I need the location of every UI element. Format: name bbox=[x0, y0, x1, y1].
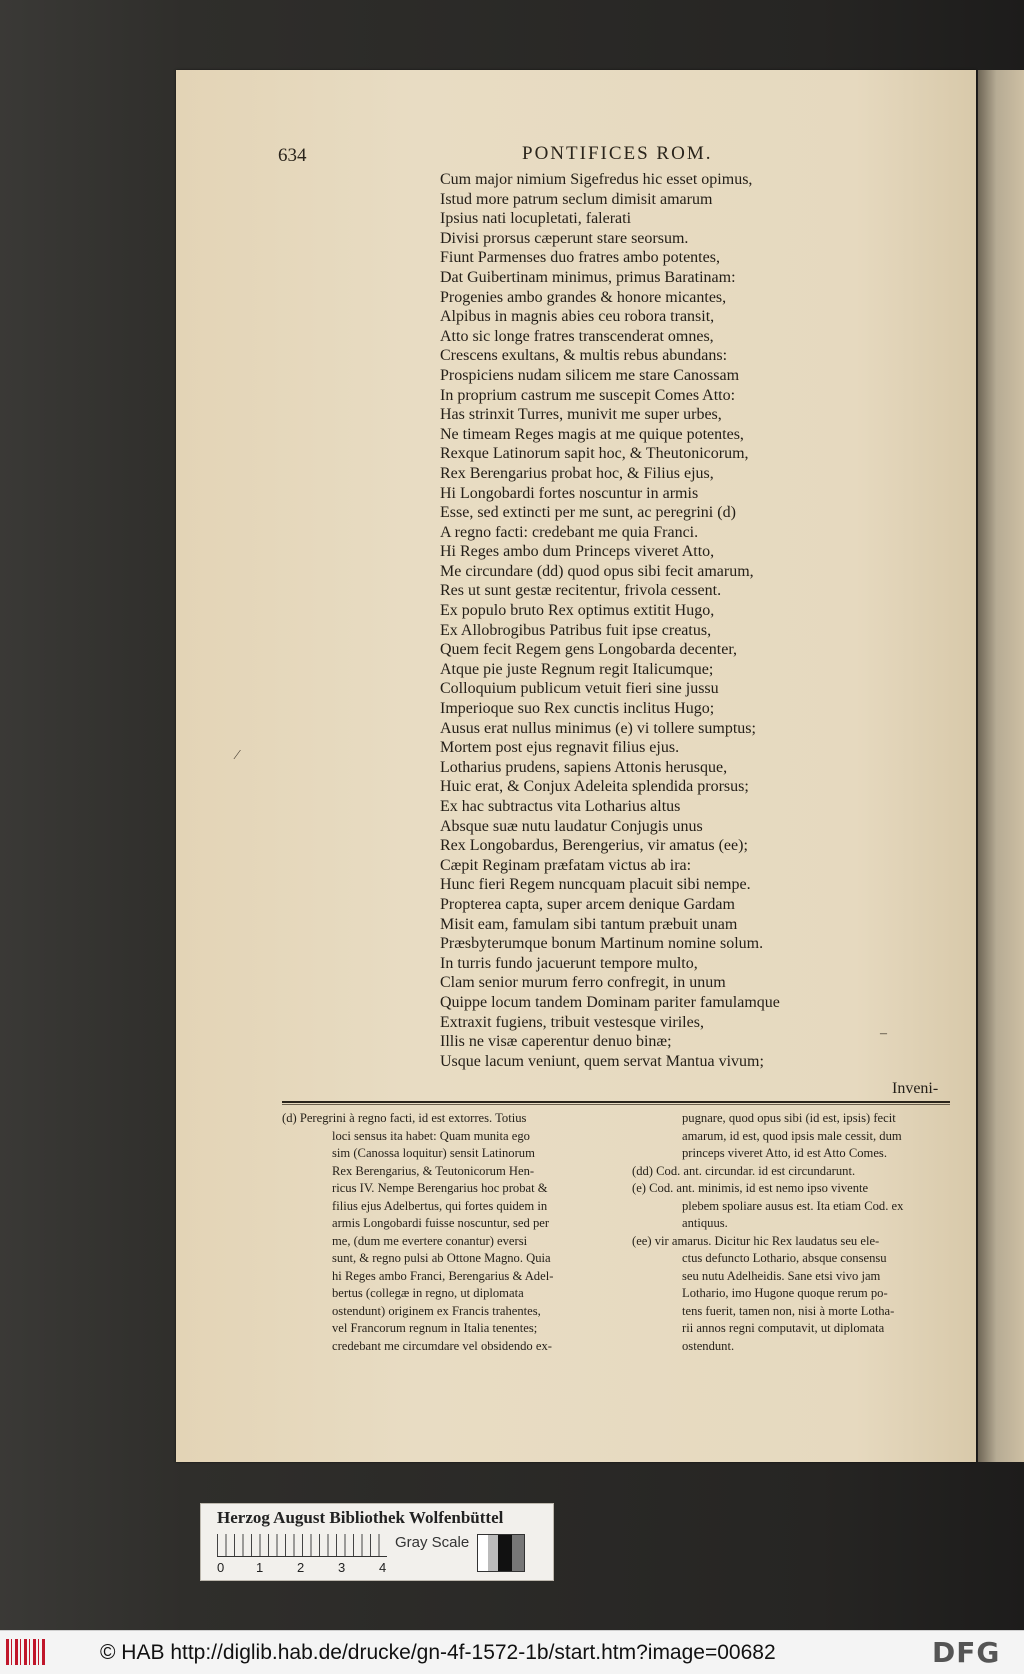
poem-line: Progenies ambo grandes & honore micantes, bbox=[440, 288, 727, 306]
poem-line: Quem fecit Regem gens Longobarda decenter, bbox=[440, 641, 738, 659]
viewer-footer bbox=[0, 1630, 1024, 1674]
footnote-line: seu nutu Adelheidis. Sane etsi vivo jam bbox=[682, 1268, 881, 1283]
poem-line: In proprium castrum me suscepit Comes Atto: bbox=[440, 386, 736, 404]
poem-line: Illis ne visæ caperentur denuo binæ; bbox=[440, 1033, 672, 1051]
poem-line: Hi Reges ambo dum Princeps viveret Atto, bbox=[440, 543, 715, 561]
poem-line: Esse, sed extincti per me sunt, ac peregrini (d) bbox=[440, 504, 736, 522]
catchword: Inveni- bbox=[892, 1080, 939, 1097]
poem-line: Me circundare (dd) quod opus sibi fecit amarum, bbox=[440, 562, 754, 580]
footnote-line: vel Francorum regnum in Italia tenentes; bbox=[332, 1321, 538, 1335]
library-name: Herzog August Bibliothek Wolfenbüttel bbox=[217, 1508, 504, 1527]
footnote-line: me, (dum me evertere conantur) eversi bbox=[332, 1233, 528, 1248]
footnote-line: amarum, id est, quod ipsis male cessit, dum bbox=[682, 1128, 902, 1143]
poem-line: Ausus erat nullus minimus (e) vi tollere sumptus; bbox=[440, 719, 756, 737]
poem-line: Rexque Latinorum sapit hoc, & Theutonicorum, bbox=[440, 445, 749, 463]
poem-line: Huic erat, & Conjux Adeleita splendida prorsus; bbox=[440, 778, 749, 796]
poem-line: Colloquium publicum vetuit fieri sine jussu bbox=[440, 680, 719, 698]
footnote-line: ostendunt. bbox=[682, 1338, 735, 1353]
pencil-mark: ⁄ bbox=[236, 748, 239, 763]
footnote-rule bbox=[282, 1101, 950, 1103]
footnote-line: ricus IV. Nempe Berengarius hoc probat & bbox=[332, 1181, 548, 1195]
footnote-line: ctus defuncto Lothario, absque consensu bbox=[682, 1251, 887, 1265]
source-url[interactable]: © HAB http://diglib.hab.de/drucke/gn-4f-1572-1b/start.htm?image=00682 bbox=[100, 1641, 776, 1664]
poem-line: Prospiciens nudam silicem me stare Canossam bbox=[440, 366, 740, 384]
poem-line: Hi Longobardi fortes noscuntur in armis bbox=[440, 484, 699, 502]
footnote-line: plebem spoliare ausus est. Ita etiam Cod. ex bbox=[682, 1198, 904, 1213]
footnote-line: (dd) Cod. ant. circundar. id est circundarunt. bbox=[632, 1163, 856, 1178]
library-color-card bbox=[200, 1503, 554, 1581]
footnotes-left bbox=[282, 1110, 602, 1355]
poem-line: In turris fundo jacuerunt tempore multo, bbox=[440, 954, 698, 972]
footnote-line: armis Longobardi fuisse noscuntur, sed per bbox=[332, 1216, 550, 1230]
footnote-line: hi Reges ambo Franci, Berengarius & Adel- bbox=[332, 1268, 554, 1283]
page-number: 634 bbox=[278, 145, 307, 166]
poem-line: Ne timeam Reges magis at me quique potentes, bbox=[440, 425, 744, 443]
footnote-line: pugnare, quod opus sibi (id est, ipsis) fecit bbox=[682, 1111, 896, 1125]
poem-line: Ex Allobrogibus Patribus fuit ipse creatus, bbox=[440, 621, 712, 639]
poem-line: Fiunt Parmenses duo fratres ambo potentes, bbox=[440, 249, 720, 267]
poem-text bbox=[440, 170, 920, 1071]
poem-line: Usque lacum veniunt, quem servat Mantua vivum; bbox=[440, 1052, 764, 1070]
poem-line: Mortem post ejus regnavit filius ejus. bbox=[440, 739, 680, 757]
footnote-line: Rex Berengarius, & Teutonicorum Hen- bbox=[332, 1163, 535, 1178]
poem-line: Absque suæ nutu laudatur Conjugis unus bbox=[440, 817, 703, 835]
scale-number: 1 bbox=[256, 1560, 264, 1575]
poem-line: Istud more patrum seclum dimisit amarum bbox=[440, 190, 713, 208]
poem-line: Misit eam, famulam sibi tantum præbuit unam bbox=[440, 915, 738, 933]
poem-line: Lotharius prudens, sapiens Attonis herusque, bbox=[440, 758, 728, 776]
footnote-line: sim (Canossa loquitur) sensit Latinorum bbox=[332, 1146, 535, 1160]
footnote-line: (ee) vir amarus. Dicitur hic Rex laudatus seu ele- bbox=[632, 1233, 880, 1248]
scale-number: 2 bbox=[297, 1560, 305, 1575]
footnote-line: ostendunt) originem ex Francis trahentes, bbox=[332, 1303, 541, 1318]
scale-ruler bbox=[217, 1534, 387, 1557]
next-page-edge bbox=[978, 70, 1024, 1462]
poem-line: Crescens exultans, & multis rebus abundans: bbox=[440, 347, 728, 365]
footnote-line: rii annos regni computavit, ut diplomata bbox=[682, 1321, 885, 1335]
footnote-rule-thin bbox=[282, 1104, 950, 1105]
footnote-line: loci sensus ita habet: Quam munita ego bbox=[332, 1128, 530, 1143]
poem-line: Atque pie juste Regnum regit Italicumque; bbox=[440, 660, 714, 678]
poem-line: Has strinxit Turres, munivit me super urbes, bbox=[440, 406, 722, 424]
scale-number: 4 bbox=[379, 1560, 387, 1575]
poem-line: Imperioque suo Rex cunctis inclitus Hugo; bbox=[440, 700, 715, 718]
hab-logo-icon bbox=[6, 1639, 46, 1665]
poem-line: Quippe locum tandem Dominam pariter famulamque bbox=[440, 993, 780, 1011]
poem-line: Cæpit Reginam præfatam victus ab ira: bbox=[440, 856, 692, 874]
footnote-line: credebant me circumdare vel obsidendo ex- bbox=[332, 1338, 552, 1353]
poem-line: Divisi prorsus cæperunt stare seorsum. bbox=[440, 229, 689, 247]
poem-line: Ipsius nati locupletati, falerati bbox=[440, 210, 632, 228]
footnote-line: filius ejus Adelbertus, qui fortes quidem in bbox=[332, 1198, 548, 1213]
footnote-line: bertus (collegæ in regno, ut diplomata bbox=[332, 1286, 524, 1300]
footnote-line: sunt, & regno pulsi ab Ottone Magno. Quia bbox=[332, 1251, 551, 1265]
pencil-mark: – bbox=[880, 1026, 887, 1041]
footnote-line: tens fuerit, tamen non, nisi à morte Lotha- bbox=[682, 1303, 895, 1318]
scale-number: 0 bbox=[217, 1560, 225, 1575]
footnote-line: antiquus. bbox=[682, 1216, 728, 1230]
poem-line: Dat Guibertinam minimus, primus Baratinam: bbox=[440, 268, 736, 286]
footnote-line: princeps viveret Atto, id est Atto Comes. bbox=[682, 1146, 887, 1160]
poem-line: Præsbyterumque bonum Martinum nomine solum. bbox=[440, 935, 764, 953]
gray-scale-swatch bbox=[477, 1534, 525, 1572]
footnotes-right bbox=[632, 1110, 952, 1355]
running-head: PONTIFICES ROM. bbox=[522, 143, 713, 164]
poem-line: Hunc fieri Regem nuncquam placuit sibi nempe. bbox=[440, 876, 751, 894]
poem-line: Res ut sunt gestæ recitentur, frivola cessent. bbox=[440, 582, 722, 600]
gray-scale-label: Gray Scale bbox=[395, 1534, 470, 1551]
scale-number: 3 bbox=[338, 1560, 346, 1575]
footnote-line: (e) Cod. ant. minimis, id est nemo ipso vivente bbox=[632, 1181, 869, 1195]
poem-line: Rex Longobardus, Berengerius, vir amatus (ee); bbox=[440, 837, 748, 855]
poem-line: Extraxit fugiens, tribuit vestesque viriles, bbox=[440, 1013, 704, 1031]
poem-line: Alpibus in magnis abies ceu robora transit, bbox=[440, 308, 715, 326]
page-header bbox=[278, 143, 878, 169]
poem-line: Ex hac subtractus vita Lotharius altus bbox=[440, 798, 681, 815]
poem-line: Propterea capta, super arcem denique Gardam bbox=[440, 895, 735, 913]
footnote-line: Lothario, imo Hugone quoque rerum po- bbox=[682, 1286, 888, 1300]
footnote-line: (d) Peregrini à regno facti, id est extorres. Totius bbox=[282, 1111, 527, 1125]
poem-line: A regno facti: credebant me quia Franci. bbox=[440, 523, 699, 541]
poem-line: Atto sic longe fratres transcenderat omnes, bbox=[440, 327, 714, 345]
poem-line: Rex Berengarius probat hoc, & Filius ejus, bbox=[440, 464, 714, 482]
dfg-logo: DFG bbox=[932, 1636, 1001, 1669]
poem-line: Ex populo bruto Rex optimus extitit Hugo, bbox=[440, 602, 715, 620]
poem-line: Clam senior murum ferro confregit, in unum bbox=[440, 974, 726, 992]
poem-line: Cum major nimium Sigefredus hic esset opimus, bbox=[440, 171, 753, 188]
